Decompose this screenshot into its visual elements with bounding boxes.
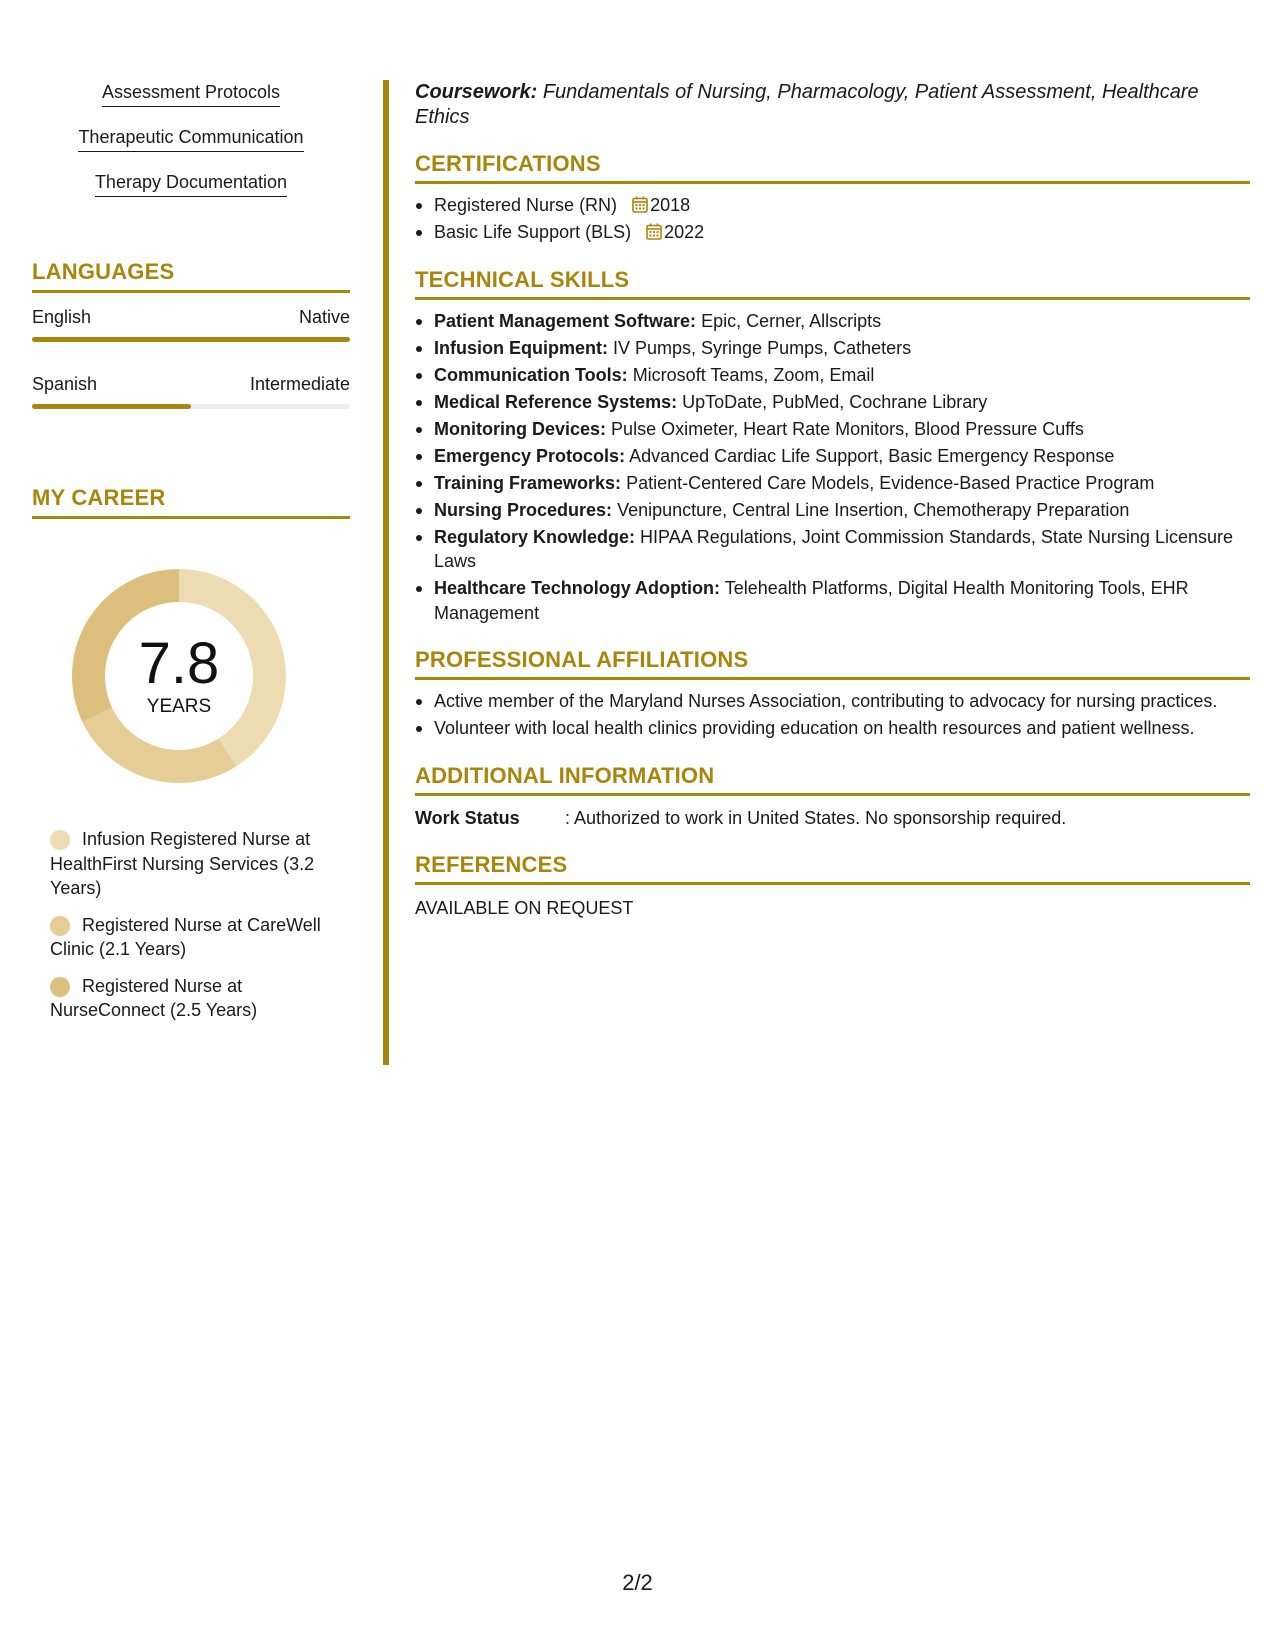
language-proficiency-fill xyxy=(32,337,350,342)
work-status-label: Work Status xyxy=(415,807,520,828)
career-total-unit: YEARS xyxy=(146,696,212,717)
certification-item xyxy=(415,193,1250,218)
skill-item: Assessment Protocols xyxy=(102,80,280,107)
technical-skill-item xyxy=(415,471,1250,496)
skill-category: Nursing Procedures: xyxy=(434,499,613,520)
language-proficiency-fill xyxy=(32,404,191,409)
affiliations-heading: PROFESSIONAL AFFILIATIONS xyxy=(415,647,1250,680)
language-name: English xyxy=(32,307,92,327)
skill-category: Healthcare Technology Adoption: xyxy=(434,578,721,598)
certification-year: 2022 xyxy=(664,222,705,242)
legend-label: Registered Nurse at NurseConnect (2.5 Years) xyxy=(50,975,258,1020)
language-level: Intermediate xyxy=(249,374,350,394)
certification-name: Registered Nurse (RN) xyxy=(434,195,618,215)
career-legend xyxy=(50,827,340,1023)
page-number: 2/2 xyxy=(622,1570,653,1595)
affiliation-item: Active member of the Maryland Nurses Association, contributing to advocacy for nursing practices. xyxy=(415,689,1250,714)
certifications-heading: CERTIFICATIONS xyxy=(415,151,1250,184)
skill-values: IV Pumps, Syringe Pumps, Catheters xyxy=(613,337,912,358)
language-item-english xyxy=(32,305,350,342)
skill-category: Emergency Protocols: xyxy=(434,445,626,466)
legend-dot xyxy=(50,830,70,850)
coursework-text: Fundamentals of Nursing, Pharmacology, Patient Assessment, Healthcare Ethics xyxy=(415,81,1199,128)
column-divider xyxy=(383,80,389,1065)
skill-values: UpToDate, PubMed, Cochrane Library xyxy=(682,391,988,412)
legend-label: Infusion Registered Nurse at HealthFirst Nursing Services (3.2 Years) xyxy=(50,829,315,898)
certifications-list xyxy=(415,193,1250,245)
skill-values: Patient-Centered Care Models, Evidence-Based Practice Program xyxy=(626,472,1155,493)
certification-year: 2018 xyxy=(650,195,691,215)
right-column xyxy=(415,80,1250,920)
technical-skill-item xyxy=(415,525,1250,574)
references-text: AVAILABLE ON REQUEST xyxy=(415,897,634,918)
skill-values: Microsoft Teams, Zoom, Email xyxy=(632,364,875,385)
technical-skill-item xyxy=(415,417,1250,442)
skill-values: Venipuncture, Central Line Insertion, Chemotherapy Preparation xyxy=(617,499,1130,520)
legend-item xyxy=(50,827,340,901)
legend-item xyxy=(50,974,340,1023)
affiliation-item: Volunteer with local health clinics providing education on health resources and patient wellness. xyxy=(415,716,1250,741)
work-status-row xyxy=(415,806,1250,830)
technical-skills-heading: TECHNICAL SKILLS xyxy=(415,267,1250,300)
skill-item: Therapy Documentation xyxy=(95,170,287,197)
legend-dot xyxy=(50,916,70,936)
technical-skill-item xyxy=(415,390,1250,415)
calendar-icon xyxy=(632,196,648,213)
technical-skill-item xyxy=(415,336,1250,361)
technical-skill-item xyxy=(415,363,1250,388)
language-item-spanish xyxy=(32,372,350,409)
affiliations-list xyxy=(415,689,1250,741)
technical-skill-item xyxy=(415,576,1250,625)
additional-info-heading: ADDITIONAL INFORMATION xyxy=(415,763,1250,796)
skill-values: Epic, Cerner, Allscripts xyxy=(701,310,882,331)
certification-item xyxy=(415,220,1250,245)
skill-category: Communication Tools: xyxy=(434,364,628,385)
work-status-value: : Authorized to work in United States. No sponsorship required. xyxy=(565,807,1067,828)
skill-category: Monitoring Devices: xyxy=(434,418,607,439)
language-name: Spanish xyxy=(32,374,98,394)
technical-skill-item xyxy=(415,444,1250,469)
skill-category: Infusion Equipment: xyxy=(434,337,608,358)
certification-name: Basic Life Support (BLS) xyxy=(434,222,632,242)
skill-category: Medical Reference Systems: xyxy=(434,391,678,412)
skill-category: Patient Management Software: xyxy=(434,310,697,331)
skill-values: Pulse Oximeter, Heart Rate Monitors, Blood Pressure Cuffs xyxy=(611,418,1084,439)
calendar-icon xyxy=(646,223,662,240)
references-heading: REFERENCES xyxy=(415,852,1250,885)
technical-skill-item xyxy=(415,309,1250,334)
legend-dot xyxy=(50,977,70,997)
legend-item xyxy=(50,913,340,962)
career-donut-chart xyxy=(64,561,294,791)
coursework xyxy=(415,80,1250,129)
legend-label: Registered Nurse at CareWell Clinic (2.1 Years) xyxy=(50,914,321,959)
coursework-label: Coursework: xyxy=(415,81,538,103)
skill-values: Telehealth Platforms, Digital Health Monitoring Tools, EHR Management xyxy=(434,578,1189,623)
language-proficiency-bar xyxy=(32,337,350,342)
career-heading: MY CAREER xyxy=(32,485,350,519)
language-proficiency-bar xyxy=(32,404,350,409)
technical-skill-item xyxy=(415,498,1250,523)
skill-category: Training Frameworks: xyxy=(434,472,622,493)
skill-category: Regulatory Knowledge: xyxy=(434,526,636,547)
languages-heading: LANGUAGES xyxy=(32,259,350,293)
skill-values: HIPAA Regulations, Joint Commission Standards, State Nursing Licensure Laws xyxy=(434,526,1233,571)
career-total-years: 7.8 xyxy=(138,631,220,696)
technical-skills-list xyxy=(415,309,1250,626)
language-level: Native xyxy=(298,307,350,327)
skill-item: Therapeutic Communication xyxy=(78,125,303,152)
skill-values: Advanced Cardiac Life Support, Basic Emergency Response xyxy=(629,445,1115,466)
left-column xyxy=(32,80,350,1035)
skills-list xyxy=(32,80,350,215)
